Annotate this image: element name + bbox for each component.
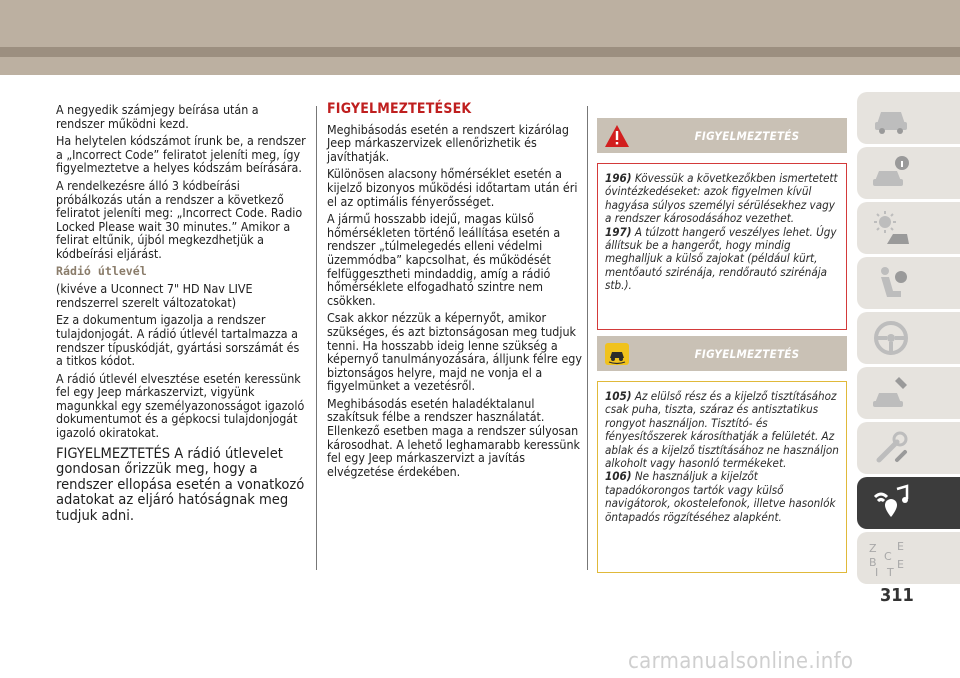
multimedia-icon [871,483,911,523]
tab-emergency[interactable] [857,367,960,419]
paragraph: Különösen alacsony hőmérséklet esetén a kijelző bizonyos működési időtartam után éri el az optimális fényerősséget. [327,166,578,209]
index-letter: Z [869,542,877,555]
index-letter: I [875,566,879,578]
airbag-seat-icon [871,263,911,303]
note-text: A túlzott hangerő veszélyes lehet. Úgy állítsuk be a hangerőt, hogy mindig meghalljuk a külső zajokat (például kürt, mentőautó szirénája, rendőrautó szirénája stb.). [605,224,837,293]
paragraph: A negyedik számjegy beírása után a rendszer működni kezd. [56,102,259,131]
watermark: carmanualsonline.info [628,649,854,674]
middle-column [327,103,582,482]
tab-index[interactable] [857,532,960,584]
warning-box-body [597,163,847,330]
index-letter: T [887,566,894,578]
warning-triangle-icon [604,124,630,148]
wrench-car-icon [871,373,911,413]
paragraph: A rendelkezésre álló 3 kódbeírási próbálkozás után a rendszer a következő feliratot jeleníti meg: „Incorrect Code. Radio Locked Please wait 30 minutes.” Amikor a felirat eltűnik, újból megkezdhetjük a kódbeírási eljárást. [56,177,303,261]
tab-warning-lights[interactable] [857,202,960,254]
paragraph: Ez a dokumentum igazolja a rendszer tulajdonjogát. A rádió útlevél tartalmazza a rendszer típuskódját, gyártási sorszámát és a titkos kódot. [56,312,300,369]
paragraph: (kivéve a Uconnect 7" HD Nav LIVE rendszerrel szerelt változatokat) [56,281,253,310]
warning-light-icon [871,208,911,248]
tools-icon [871,428,911,468]
index-letter: E [897,540,904,553]
tab-driving[interactable] [857,312,960,364]
page-number: 311 [880,585,914,606]
tab-maintenance[interactable] [857,422,960,474]
chapter-tabs [857,92,960,587]
warning-box-red [597,118,847,330]
paragraph: A rádió útlevél elvesztése esetén keressünk fel egy Jeep márkaszervizt, vigyünk magunkkal egy személyazonosságot igazoló dokumentumot és a gépkocsi tulajdonjogát igazoló okiratokat. [56,370,305,441]
note-number: 196) [605,171,632,185]
note-number: 106) [605,469,632,484]
tab-dashboard[interactable] [857,92,960,144]
steering-wheel-icon [871,318,911,358]
paragraph: A jármű hosszabb idejű, magas külső hőmérsékleten történő leállítása esetén a rendszer „túlmelegedés elleni védelmi üzemmódba” kapcsolhat, és működését felfüggesztheti mindaddig, amíg a rádió hőmérséklete elfogadható szintre nem csökken. [327,211,561,308]
left-column [56,103,306,528]
section-heading: FIGYELMEZTETÉSEK [327,101,472,117]
paragraph: Meghibásodás esetén a rendszert kizárólag Jeep márkaszervizek ellenőrizhetik és javíthatják. [327,121,569,164]
tab-multimedia[interactable] [857,477,960,529]
warning-box-body [597,381,847,573]
warning-box-header [597,118,847,153]
tab-car-info[interactable] [857,147,960,199]
header-stripe [0,47,960,57]
subheading-radio-passport: Rádió útlevél [56,263,147,278]
index-icon [867,538,907,578]
warning-box-header [597,336,847,371]
car-info-icon [871,153,911,193]
index-letter: B [869,556,877,569]
column-divider-2 [587,106,588,570]
note-number: 105) [605,389,632,403]
column-divider-1 [316,106,317,570]
header-band [0,0,960,75]
paragraph: Meghibásodás esetén haladéktalanul szakítsuk félbe a rendszer használatát. Ellenkező esetben maga a rendszer súlyosan károsodhat. A lehető leghamarabb keressünk fel egy Jeep márkaszervizt a javítás elvégzetése érdekében. [327,395,580,479]
car-dashboard-icon [871,98,911,138]
paragraph: Csak akkor nézzük a képernyőt, amikor szükséges, és azt biztonságosan meg tudjuk tenni. Ha hosszabb ideig lenne szükség a képernyő tanulmányozására, álljunk félre egy biztonságos helyre, majd ne vonja el a figyelmünket a vezetésről. [327,310,582,394]
note-text: Kövessük a következőkben ismertetett óvintézkedéseket: azok figyelmen kívül hagyása súlyos személyi sérülésekhez vagy a rendszer károsodásához vezethet. [605,171,838,226]
warning-box-title: FIGYELMEZTETÉS [694,347,800,361]
index-letter: C [884,550,892,563]
note-number: 197) [605,224,632,239]
warning-box-yellow [597,336,847,573]
paragraph: Ha helytelen kódszámot írunk be, a rendszer a „Incorrect Code” feliratot jeleníti meg, így figyelmeztetve a helyes kódszám beírására. [56,133,306,176]
warning-paragraph: FIGYELMEZTETÉS A rádió útlevelet gondosan őrizzük meg, hogy a rendszer ellopása esetén a vonatkozó adatokat az eljáró hatóságnak meg tudjuk adni. [56,444,305,525]
warning-box-title: FIGYELMEZTETÉS [694,129,800,143]
index-letter: E [897,558,904,571]
note-text: Ne használjuk a kijelzőt tapadókorongos tartók vagy külső navigátorok, okostelefonok, illetve hasonlók öntapadós rögzítéséhez alapként. [605,469,836,524]
note-text: Az elülső rész és a kijelző tisztításához csak puha, tiszta, száraz és antisztatikus rongyot használjon. Tisztító- és fényesítőszerek károsíthatják a felületét. Az ablak és a kijelző tisztításához ne használjon alkoholt vagy hasonló termékeket. [605,389,839,471]
caution-car-icon [604,342,630,366]
tab-airbag[interactable] [857,257,960,309]
